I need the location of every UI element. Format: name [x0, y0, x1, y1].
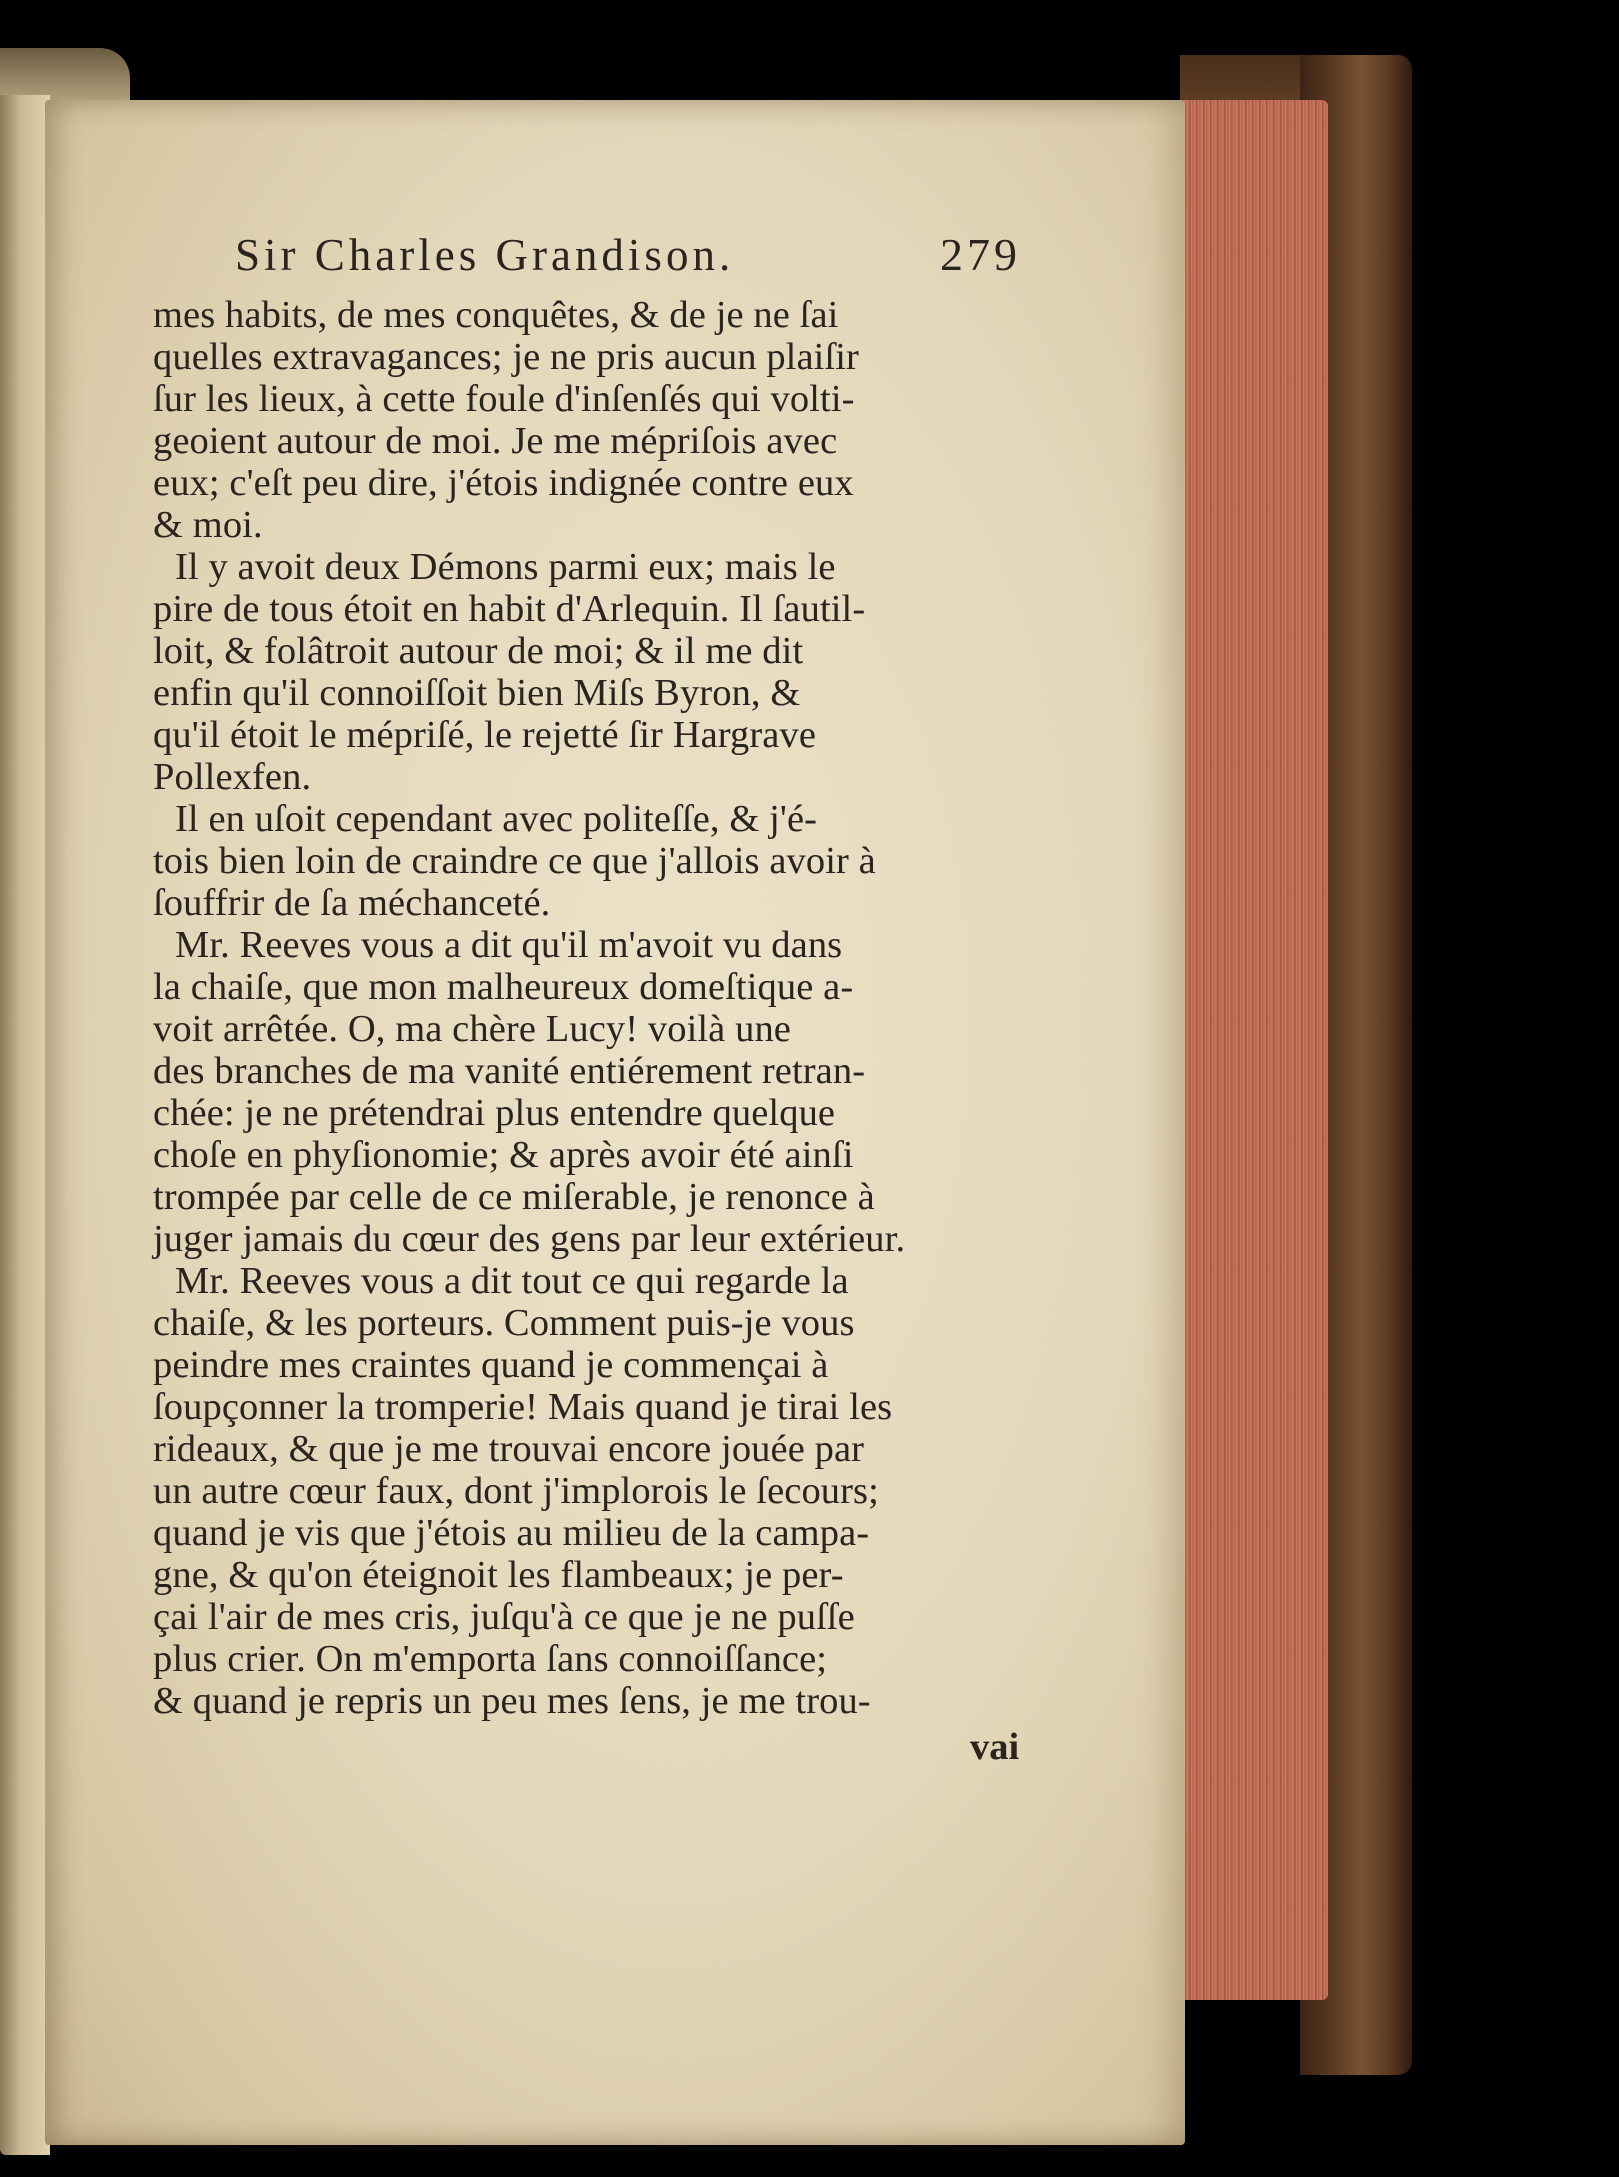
text-line: pire de tous étoit en habit d'Arlequin. Il ſautil-: [153, 588, 866, 630]
text-line: çai l'air de mes cris, juſqu'à ce que je ne puſſe: [153, 1596, 855, 1638]
text-line: ſoupçonner la tromperie! Mais quand je tirai les: [153, 1386, 893, 1428]
catchword: vai: [970, 1726, 1020, 1768]
running-header: [235, 230, 1035, 280]
text-line: un autre cœur faux, dont j'implorois le ſecours;: [153, 1470, 879, 1512]
text-line: juger jamais du cœur des gens par leur extérieur.: [153, 1218, 906, 1260]
text-line: plus crier. On m'emporta ſans connoiſſance;: [153, 1638, 828, 1680]
text-line: choſe en phyſionomie; & après avoir été ainſi: [153, 1134, 854, 1176]
page-number: 279: [940, 229, 1021, 280]
text-line: ſur les lieux, à cette foule d'inſenſés qui volti-: [153, 378, 855, 420]
text-line: enfin qu'il connoiſſoit bien Miſs Byron, &: [153, 672, 801, 714]
text-line: mes habits, de mes conquêtes, & de je ne ſai: [153, 294, 839, 336]
paragraph-start-line: Il y avoit deux Démons parmi eux; mais le: [175, 546, 836, 588]
text-line: & moi.: [153, 504, 263, 546]
text-line: & quand je repris un peu mes ſens, je me trou-: [153, 1680, 871, 1722]
text-line: qu'il étoit le mépriſé, le rejetté ſir Hargrave: [153, 714, 817, 756]
text-line: loit, & folâtroit autour de moi; & il me dit: [153, 630, 804, 672]
paragraph-start-line: Il en uſoit cependant avec politeſſe, & j'é-: [175, 798, 818, 840]
paragraph-start-line: Mr. Reeves vous a dit qu'il m'avoit vu dans: [175, 924, 843, 966]
page-fore-edge: [1178, 100, 1328, 2000]
text-line: trompée par celle de ce miſerable, je renonce à: [153, 1176, 875, 1218]
page-text-block: [45, 100, 1185, 2145]
facing-page-edge: [0, 95, 50, 2155]
running-head-title: Sir Charles Grandison.: [235, 230, 735, 280]
text-line: eux; c'eſt peu dire, j'étois indignée contre eux: [153, 462, 854, 504]
text-line: voit arrêtée. O, ma chère Lucy! voilà une: [153, 1008, 791, 1050]
text-line: quand je vis que j'étois au milieu de la campa-: [153, 1512, 870, 1554]
text-line: tois bien loin de craindre ce que j'allois avoir à: [153, 840, 876, 882]
text-line: chée: je ne prétendrai plus entendre quelque: [153, 1092, 836, 1134]
text-line: des branches de ma vanité entiérement retran-: [153, 1050, 866, 1092]
text-line: ſouffrir de ſa méchanceté.: [153, 882, 551, 924]
text-line: quelles extravagances; je ne pris aucun plaiſir: [153, 336, 859, 378]
text-line: rideaux, & que je me trouvai encore jouée par: [153, 1428, 865, 1470]
text-line: peindre mes craintes quand je commençai à: [153, 1344, 829, 1386]
text-line: la chaiſe, que mon malheureux domeſtique a-: [153, 966, 854, 1008]
book-page: [45, 100, 1185, 2145]
paragraph-start-line: Mr. Reeves vous a dit tout ce qui regarde la: [175, 1260, 849, 1302]
text-line: chaiſe, & les porteurs. Comment puis-je vous: [153, 1302, 855, 1344]
text-line: gne, & qu'on éteignoit les flambeaux; je per-: [153, 1554, 844, 1596]
text-line: Pollexfen.: [153, 756, 312, 798]
text-line: geoient autour de moi. Je me mépriſois avec: [153, 420, 838, 462]
